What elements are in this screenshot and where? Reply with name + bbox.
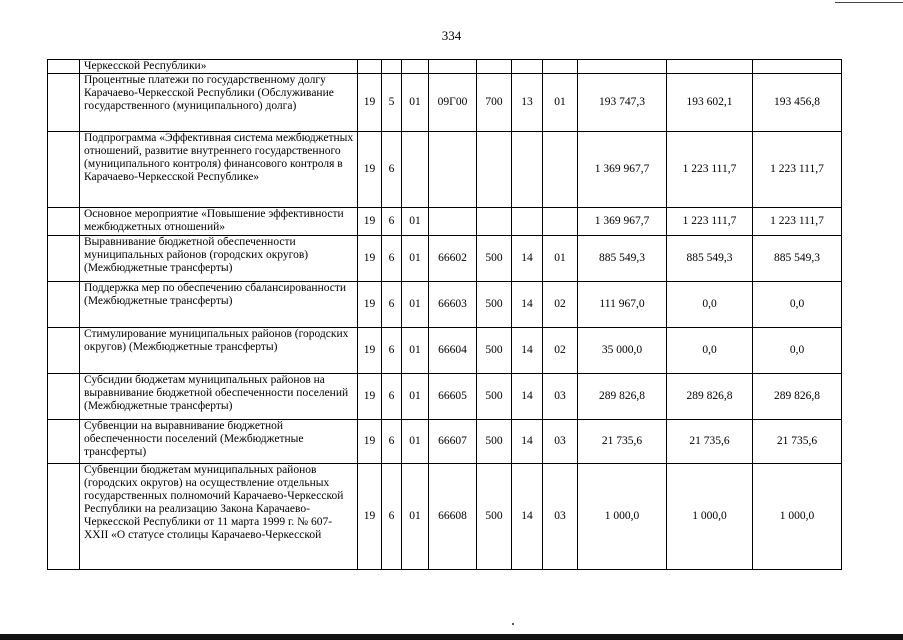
code-pp: 6 (382, 464, 402, 570)
amount-year-1: 289 826,8 (578, 374, 667, 420)
empty-left-cell (48, 132, 80, 208)
amount-year-2 (667, 60, 753, 74)
amount-year-2: 0,0 (667, 282, 753, 328)
code-section: 13 (512, 74, 543, 132)
amount-year-2: 193 602,1 (667, 74, 753, 132)
code-gp: 19 (358, 282, 382, 328)
code-direction (429, 208, 477, 236)
amount-year-2: 289 826,8 (667, 374, 753, 420)
amount-year-1: 193 747,3 (578, 74, 667, 132)
code-om: 01 (402, 374, 429, 420)
empty-left-cell (48, 208, 80, 236)
table-row (48, 420, 842, 464)
amount-year-1: 21 735,6 (578, 420, 667, 464)
code-expense-type: 500 (477, 464, 512, 570)
code-om (402, 60, 429, 74)
amount-year-3: 0,0 (753, 328, 842, 374)
row-name: Субвенции на выравнивание бюджетной обеспеченности поселений (Межбюджетные трансферты) (80, 420, 358, 464)
amount-year-3 (753, 60, 842, 74)
code-om: 01 (402, 208, 429, 236)
row-name: Поддержка мер по обеспечению сбалансированности (Межбюджетные трансферты) (80, 282, 358, 328)
table-row (48, 464, 842, 570)
code-gp (358, 60, 382, 74)
table-row (48, 208, 842, 236)
amount-year-1: 1 369 967,7 (578, 208, 667, 236)
amount-year-3: 1 223 111,7 (753, 132, 842, 208)
code-direction (429, 132, 477, 208)
code-expense-type: 500 (477, 374, 512, 420)
empty-left-cell (48, 236, 80, 282)
code-om: 01 (402, 236, 429, 282)
code-expense-type: 700 (477, 74, 512, 132)
code-om: 01 (402, 282, 429, 328)
table-row (48, 74, 842, 132)
code-pp: 6 (382, 282, 402, 328)
code-section: 14 (512, 374, 543, 420)
amount-year-3: 885 549,3 (753, 236, 842, 282)
code-section: 14 (512, 282, 543, 328)
code-expense-type: 500 (477, 328, 512, 374)
table-row (48, 132, 842, 208)
row-name: Основное мероприятие «Повышение эффективности межбюджетных отношений» (80, 208, 358, 236)
row-name: Выравнивание бюджетной обеспеченности муниципальных районов (городских округов) (Межбюджетные трансферты) (80, 236, 358, 282)
amount-year-3: 1 223 111,7 (753, 208, 842, 236)
code-section (512, 208, 543, 236)
amount-year-1: 1 369 967,7 (578, 132, 667, 208)
table-row (48, 282, 842, 328)
row-name: Субсидии бюджетам муниципальных районов на выравнивание бюджетной обеспеченности поселений (Межбюджетные трансферты) (80, 374, 358, 420)
code-direction: 66607 (429, 420, 477, 464)
row-name: Субвенции бюджетам муниципальных районов (городских округов) на осуществление отдельных государственных полномочий Карачаево-Черкесской Республики на реализацию Закона Карачаево-Черкесской Республики от 11 марта 1999 г. № 607-XXII «О статусе столицы Карачаево-Черкесской (80, 464, 358, 570)
code-subsection: 03 (543, 464, 578, 570)
code-gp: 19 (358, 420, 382, 464)
code-section: 14 (512, 464, 543, 570)
code-om: 01 (402, 74, 429, 132)
code-subsection: 03 (543, 374, 578, 420)
amount-year-1 (578, 60, 667, 74)
empty-left-cell (48, 328, 80, 374)
amount-year-2: 21 735,6 (667, 420, 753, 464)
code-om: 01 (402, 328, 429, 374)
code-om: 01 (402, 420, 429, 464)
amount-year-3: 0,0 (753, 282, 842, 328)
code-subsection (543, 208, 578, 236)
amount-year-2: 1 223 111,7 (667, 208, 753, 236)
code-section (512, 60, 543, 74)
empty-left-cell (48, 420, 80, 464)
code-gp: 19 (358, 236, 382, 282)
scan-speck (512, 623, 514, 625)
code-expense-type: 500 (477, 236, 512, 282)
code-direction: 66605 (429, 374, 477, 420)
code-subsection (543, 60, 578, 74)
table-row (48, 374, 842, 420)
code-om: 01 (402, 464, 429, 570)
bottom-scan-edge (0, 634, 903, 640)
code-subsection (543, 132, 578, 208)
amount-year-1: 35 000,0 (578, 328, 667, 374)
code-om (402, 132, 429, 208)
code-gp: 19 (358, 208, 382, 236)
amount-year-2: 1 000,0 (667, 464, 753, 570)
code-pp (382, 60, 402, 74)
code-expense-type: 500 (477, 282, 512, 328)
code-expense-type (477, 60, 512, 74)
code-section: 14 (512, 420, 543, 464)
budget-table (47, 59, 842, 570)
code-expense-type (477, 208, 512, 236)
empty-left-cell (48, 60, 80, 74)
code-pp: 5 (382, 74, 402, 132)
code-gp: 19 (358, 132, 382, 208)
code-direction: 09Г00 (429, 74, 477, 132)
code-direction (429, 60, 477, 74)
amount-year-2: 885 549,3 (667, 236, 753, 282)
top-edge-rule (835, 2, 903, 3)
amount-year-1: 111 967,0 (578, 282, 667, 328)
amount-year-3: 193 456,8 (753, 74, 842, 132)
amount-year-1: 885 549,3 (578, 236, 667, 282)
code-section (512, 132, 543, 208)
code-pp: 6 (382, 374, 402, 420)
table-row (48, 328, 842, 374)
empty-left-cell (48, 464, 80, 570)
code-subsection: 02 (543, 282, 578, 328)
row-name: Стимулирование муниципальных районов (городских округов) (Межбюджетные трансферты) (80, 328, 358, 374)
code-gp: 19 (358, 328, 382, 374)
code-direction: 66602 (429, 236, 477, 282)
code-gp: 19 (358, 374, 382, 420)
table-row (48, 236, 842, 282)
amount-year-1: 1 000,0 (578, 464, 667, 570)
row-name: Подпрограмма «Эффективная система межбюджетных отношений, развитие внутреннего государственного (муниципального контроля) финансового контроля в Карачаево-Черкесской Республике» (80, 132, 358, 208)
code-direction: 66604 (429, 328, 477, 374)
empty-left-cell (48, 374, 80, 420)
empty-left-cell (48, 74, 80, 132)
amount-year-2: 1 223 111,7 (667, 132, 753, 208)
code-pp: 6 (382, 236, 402, 282)
empty-left-cell (48, 282, 80, 328)
amount-year-3: 289 826,8 (753, 374, 842, 420)
table-row (48, 60, 842, 74)
code-pp: 6 (382, 132, 402, 208)
page-number: 334 (441, 28, 462, 43)
row-name: Черкесской Республики» (80, 60, 358, 74)
code-subsection: 01 (543, 74, 578, 132)
code-section: 14 (512, 236, 543, 282)
row-name: Процентные платежи по государственному долгу Карачаево-Черкесской Республики (Обслуживание государственного (муниципального) долга) (80, 74, 358, 132)
code-subsection: 01 (543, 236, 578, 282)
code-direction: 66603 (429, 282, 477, 328)
code-subsection: 02 (543, 328, 578, 374)
code-gp: 19 (358, 74, 382, 132)
amount-year-2: 0,0 (667, 328, 753, 374)
code-subsection: 03 (543, 420, 578, 464)
code-gp: 19 (358, 464, 382, 570)
code-expense-type (477, 132, 512, 208)
code-pp: 6 (382, 420, 402, 464)
amount-year-3: 1 000,0 (753, 464, 842, 570)
code-direction: 66608 (429, 464, 477, 570)
code-pp: 6 (382, 328, 402, 374)
amount-year-3: 21 735,6 (753, 420, 842, 464)
code-pp: 6 (382, 208, 402, 236)
code-section: 14 (512, 328, 543, 374)
code-expense-type: 500 (477, 420, 512, 464)
